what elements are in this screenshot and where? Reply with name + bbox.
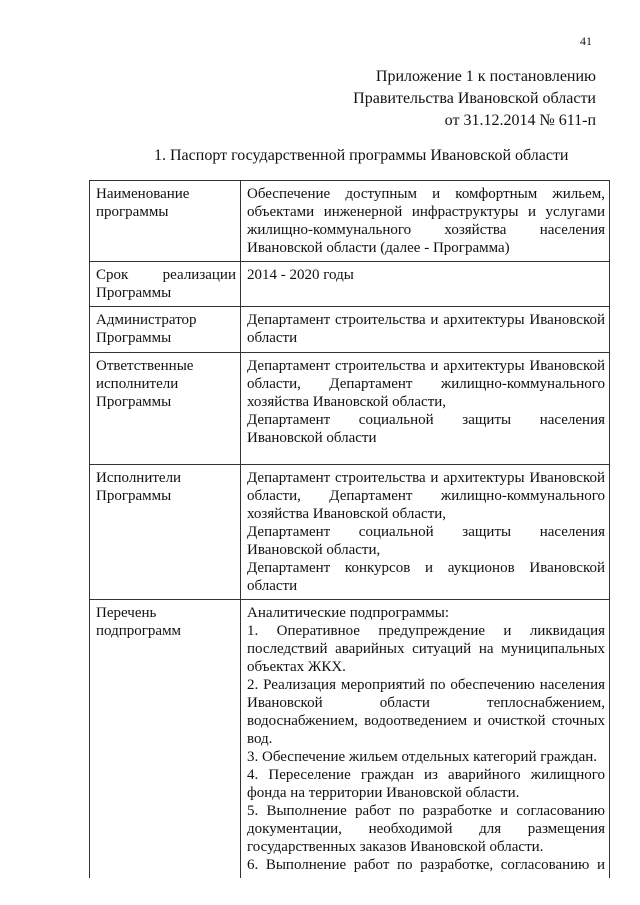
row-value-program-name: Обеспечение доступным и комфортным жильем, объектами инженерной инфраструктуры и услугами жилищно-коммунального хозяйства населения Ивановской области (далее - Программа) — [241, 181, 610, 262]
table-row — [90, 353, 610, 465]
row-label-program-name: Наименование программы — [90, 181, 241, 262]
table-row — [90, 600, 610, 879]
row-label-responsible: Ответственные исполнители Программы — [90, 353, 241, 465]
row-value-term: 2014 - 2020 годы — [241, 262, 610, 307]
appendix-header — [266, 66, 596, 132]
appendix-line-3: от 31.12.2014 № 611-п — [444, 112, 596, 129]
subprograms-line-4: 3. Обеспечение жильем отдельных категорий граждан. — [247, 749, 598, 765]
subprograms-line-6: 5. Выполнение работ по разработке и согласованию документации, необходимой для размещения государственных заказов Ивановской области. — [247, 803, 605, 855]
row-value-administrator: Департамент строительства и архитектуры Ивановской области — [241, 307, 610, 353]
responsible-line-2: Департамент социальной защиты населения Ивановской области — [247, 412, 605, 446]
executors-line-1: Департамент строительства и архитектуры Ивановской области, Департамент жилищно-коммунального хозяйства Ивановской области, — [247, 470, 605, 522]
row-value-subprograms — [241, 600, 610, 879]
responsible-line-1: Департамент строительства и архитектуры Ивановской области, Департамент жилищно-коммунального хозяйства Ивановской области, — [247, 358, 605, 410]
subprograms-line-7: 6. Выполнение работ по разработке, согласованию и — [247, 857, 605, 873]
row-label-administrator: Администратор Программы — [90, 307, 241, 353]
appendix-line-2: Правительства Ивановской области — [353, 90, 596, 107]
subprograms-line-5: 4. Переселение граждан из аварийного жилищного фонда на территории Ивановской области. — [247, 767, 605, 801]
passport-title: 1. Паспорт государственной программы Ивановской области — [154, 147, 569, 164]
row-label-term-line-2: Программы — [96, 285, 172, 301]
row-value-responsible — [241, 353, 610, 465]
subprograms-line-3: 2. Реализация мероприятий по обеспечению населения Ивановской области теплоснабжением, водоснабжением, водоотведением и очисткой сточных вод. — [247, 677, 605, 747]
row-label-term-line-1: Срок реализации — [96, 267, 236, 283]
appendix-line-1: Приложение 1 к постановлению — [375, 68, 596, 85]
subprograms-line-2: 1. Оперативное предупреждение и ликвидация последствий аварийных ситуаций на муниципальных объектах ЖКХ. — [247, 623, 605, 675]
page-number: 41 — [580, 34, 592, 48]
subprograms-line-1: Аналитические подпрограммы: — [247, 605, 449, 621]
row-value-executors — [241, 465, 610, 600]
row-label-executors: Исполнители Программы — [90, 465, 241, 600]
passport-table — [89, 180, 610, 878]
row-label-term — [90, 262, 241, 307]
executors-line-3: Департамент конкурсов и аукционов Ивановской области — [247, 560, 605, 594]
executors-line-2: Департамент социальной защиты населения Ивановской области, — [247, 524, 605, 558]
table-row — [90, 307, 610, 353]
table-row — [90, 262, 610, 307]
row-label-subprograms: Перечень подпрограмм — [90, 600, 241, 879]
table-row — [90, 465, 610, 600]
table-row — [90, 181, 610, 262]
